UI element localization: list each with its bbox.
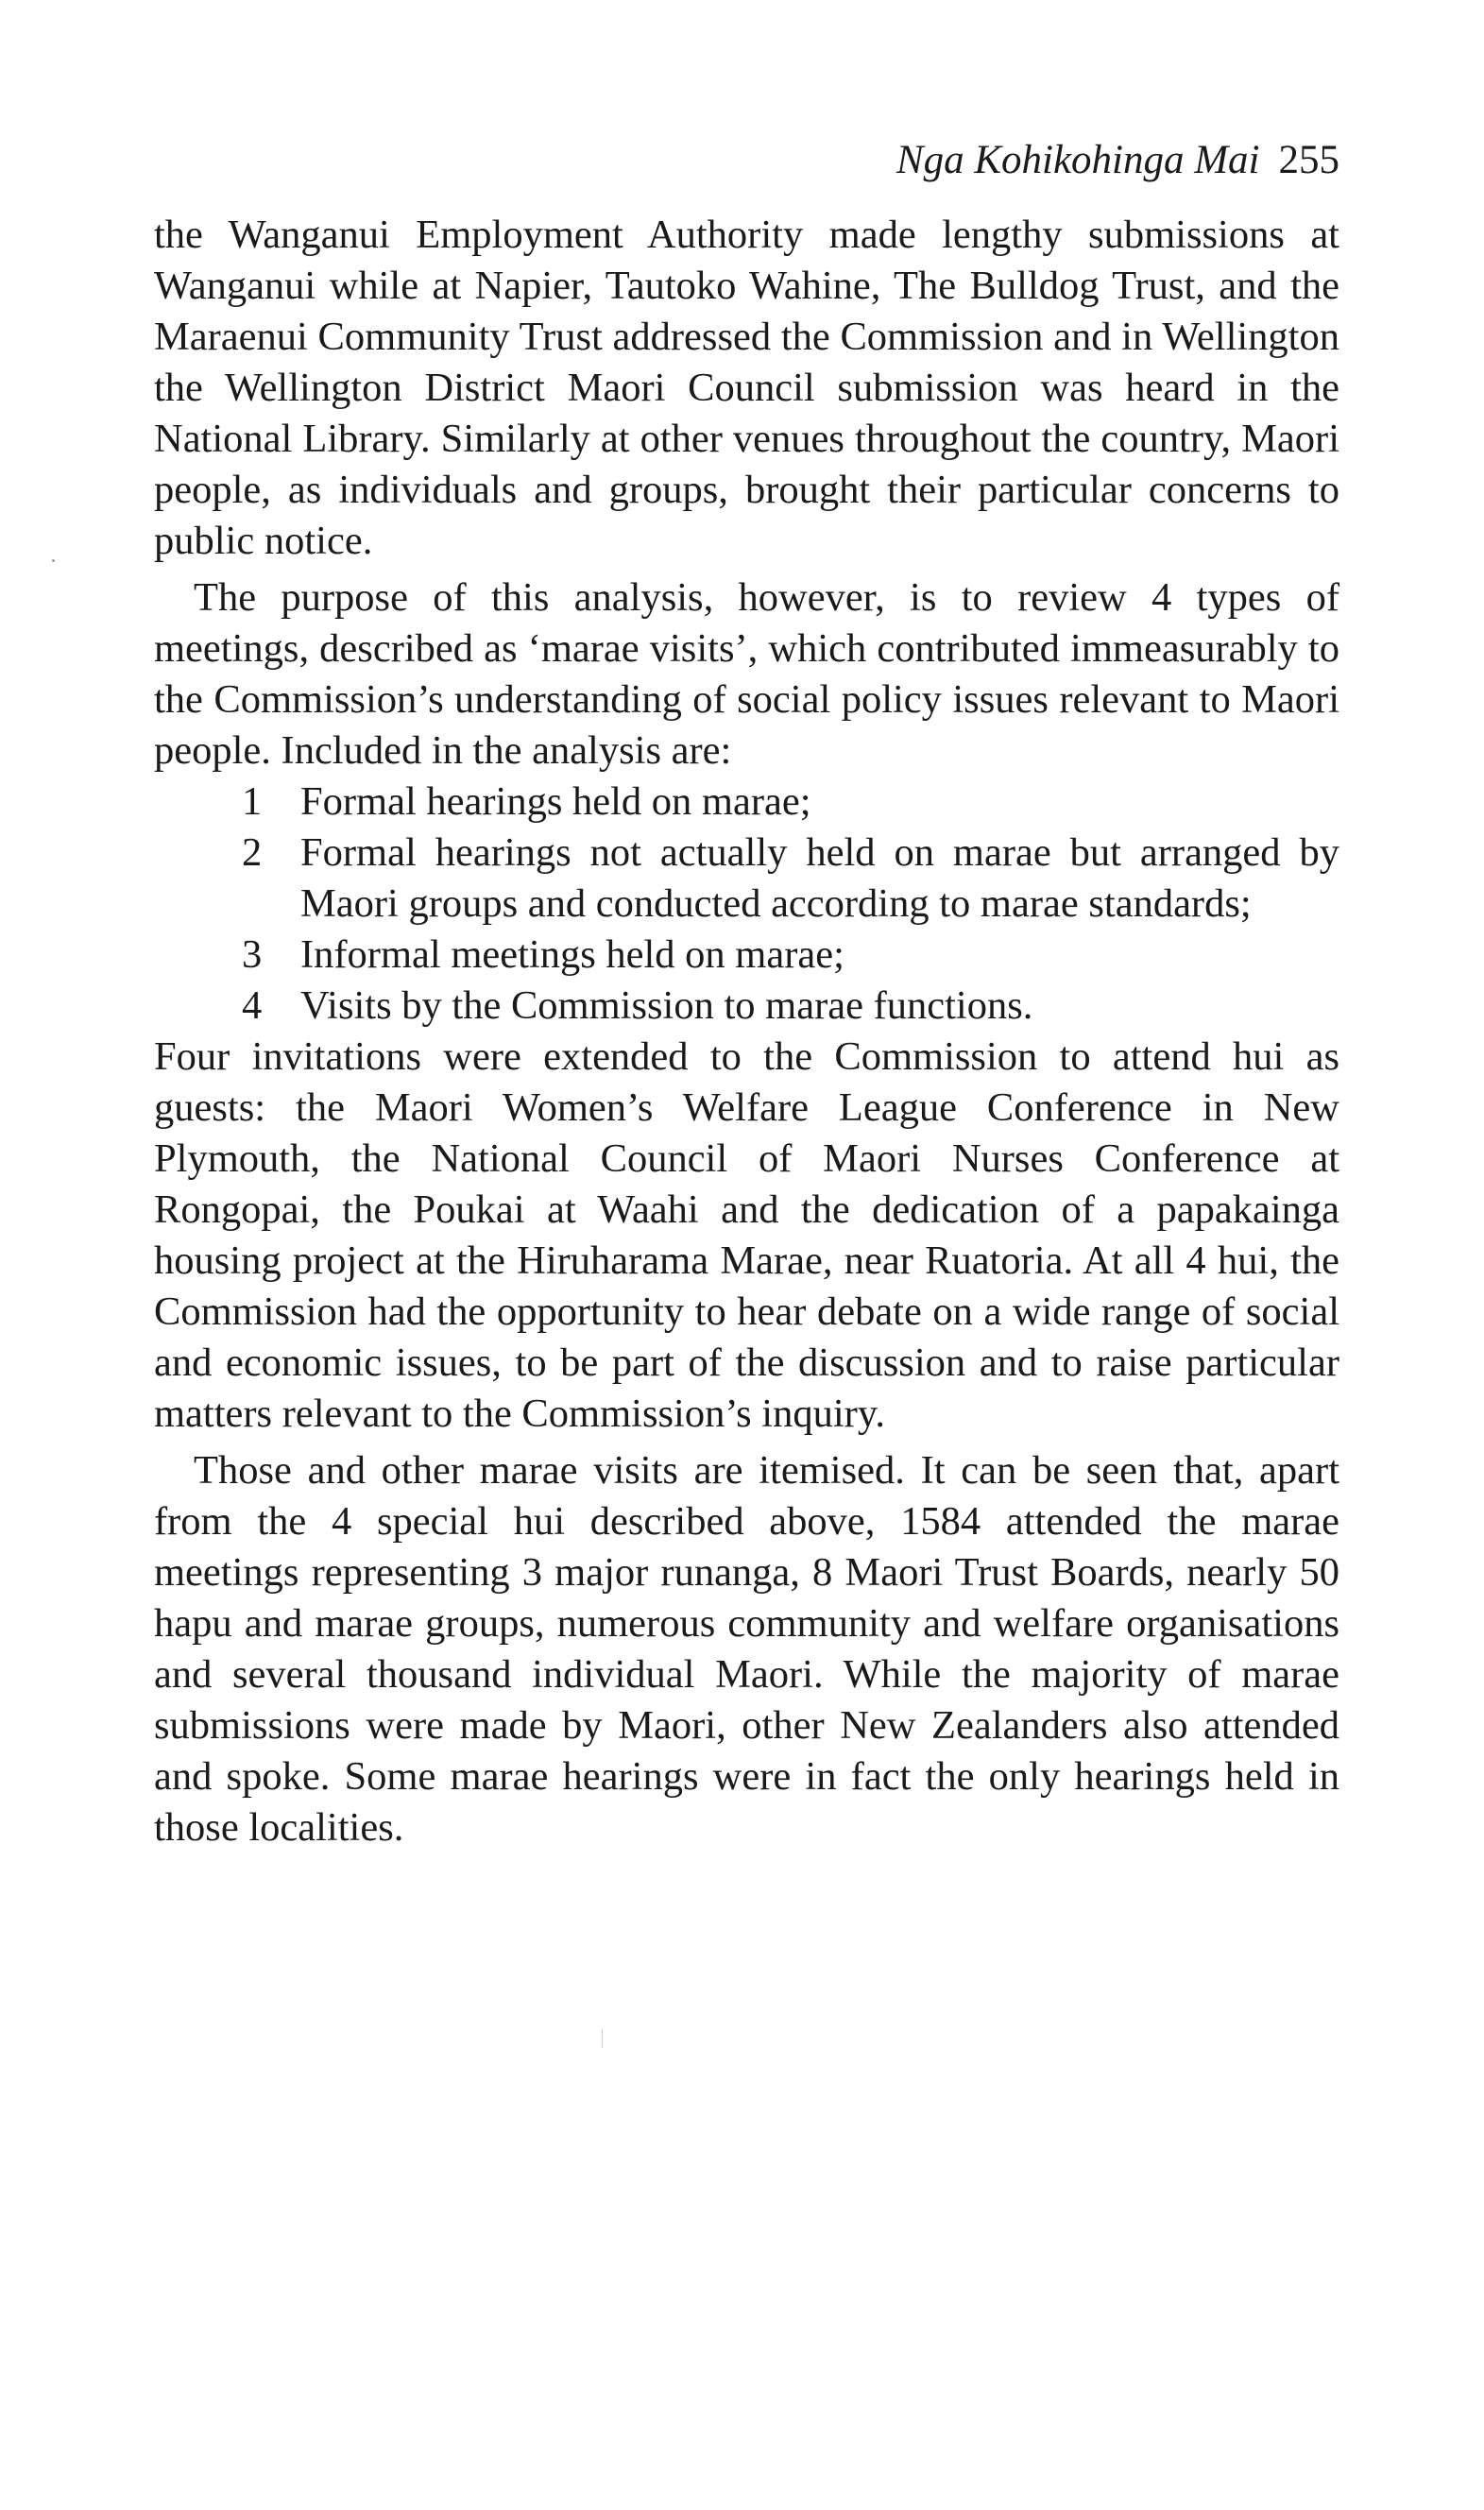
- paragraph-purpose: The purpose of this analysis, however, is to review 4 types of meetings, described as ‘marae visits’, which contributed immeasurably to the Commission’s understanding of social policy issues relevant to Maori people. Included in the analysis are:: [154, 575, 1339, 773]
- list-item: [154, 981, 1339, 1032]
- list-item: [154, 930, 1339, 981]
- page-number: 255: [1278, 138, 1339, 182]
- list-item-number: 4: [242, 983, 263, 1028]
- list-item-text: Formal hearings not actually held on marae but arranged by Maori groups and conducted according to marae standards;: [300, 830, 1339, 926]
- list-item: [154, 828, 1339, 930]
- book-page: [154, 132, 1339, 1853]
- running-header: [154, 132, 1339, 189]
- paragraph-marae-visits: Those and other marae visits are itemised. It can be seen that, apart from the 4 special hui described above, 1584 attended the marae meetings representing 3 major runanga, 8 Maori Trust Boards, nearly 50 hapu and marae groups, numerous community and welfare organisations and several thousand individual Maori. While the majority of marae submissions were made by Maori, other New Zealanders also attended and spoke. Some marae hearings were in fact the only hearings held in those localities.: [154, 1448, 1339, 1850]
- list-item-text: Visits by the Commission to marae functions.: [300, 983, 1033, 1028]
- list-item-number: 1: [242, 779, 263, 824]
- paragraph-invitations: Four invitations were extended to the Commission to attend hui as guests: the Maori Women’s Welfare League Conference in New Plymouth, the National Council of Maori Nurses Conference at Rongopai, the Poukai at Waahi and the dedication of a papakainga housing project at the Hiruharama Marae, near Ruatoria. At all 4 hui, the Commission had the opportunity to hear debate on a wide range of social and economic issues, to be part of the discussion and to raise particular matters relevant to the Commission’s inquiry.: [154, 1034, 1339, 1436]
- list-item: [154, 777, 1339, 828]
- list-item-text: Informal meetings held on marae;: [300, 932, 844, 977]
- paragraph-continued: the Wanganui Employment Authority made lengthy submissions at Wanganui while at Napier, Tautoko Wahine, The Bulldog Trust, and the Maraenui Community Trust addressed the Commission and in Wellington the Wellington District Maori Council submission was heard in the National Library. Similarly at other venues throughout the country, Maori people, as individuals and groups, brought their particular concerns to public notice.: [154, 213, 1339, 563]
- faint-page-mark: [602, 2029, 603, 2048]
- margin-speck: [52, 559, 55, 562]
- meeting-types-list: [154, 777, 1339, 1032]
- list-item-number: 2: [242, 830, 263, 875]
- list-item-text: Formal hearings held on marae;: [300, 779, 811, 824]
- list-item-number: 3: [242, 932, 263, 977]
- running-title: Nga Kohikohinga Mai: [896, 138, 1260, 182]
